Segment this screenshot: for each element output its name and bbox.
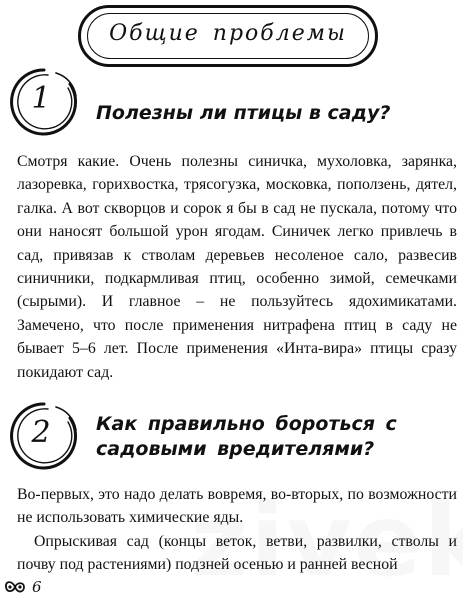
paragraph: Смотря какие. Очень полезны синичка, мухоловка, зарянка, лазоревка, горихвостка, трясогузка, московка, поползень, дятел, галка. А вот скворцов и сорок я бы в сад не пускала, потому что они наносят большой урон ягодам. Синичек легко привлечь в сад, привязав к стволам деревьев несоленое сало, развесив синичники, подкармливая птиц, особенно зимой, семечками (сырыми). И главное – не пользуйтесь ядохимикатами. Замечено, что после применения нитрафена птиц в саду не бывает 5–6 лет. После применения «Инта-вира» птицы сразу покидают сад. — [17, 153, 457, 381]
paragraph: Во-первых, это надо делать вовремя, во-вторых, по возможности не использовать химические яды. — [17, 486, 457, 527]
answer-text — [17, 150, 457, 384]
paragraph: Опрыскивая сад (концы веток, ветви, развилки, стволы и почву под растениями) подзней осенью и ранней весной — [17, 532, 457, 574]
question-title: Полезны ли птицы в саду? — [96, 102, 391, 124]
question-number: 1 — [31, 81, 51, 116]
page-number: 6 — [32, 578, 42, 596]
section-title: Общие проблемы — [109, 21, 347, 46]
ornament-icon — [4, 578, 26, 596]
question-number-badge — [4, 396, 84, 476]
question-number: 2 — [31, 415, 51, 450]
answer-text — [17, 483, 457, 577]
question-title: Как правильно бороться с садовыми вредителями? — [96, 413, 397, 460]
section-header — [78, 5, 378, 67]
question-number-badge — [4, 62, 84, 142]
